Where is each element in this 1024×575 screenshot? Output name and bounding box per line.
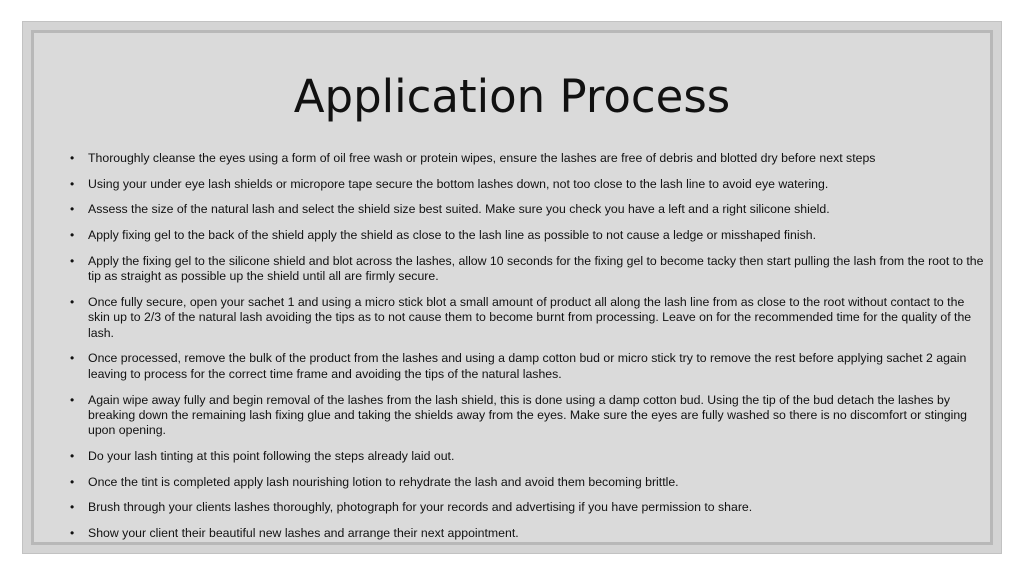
step-text: Once processed, remove the bulk of the product from the lashes and using a damp cotton bud or micro stick try to remove the rest before applying sachet 2 again leaving to process for the correct time frame and avoiding the tips of the natural lashes. [88,351,967,381]
step-text: Using your under eye lash shields or micropore tape secure the bottom lashes down, not too close to the lash line to avoid eye watering. [88,176,829,191]
step-text: Again wipe away fully and begin removal of the lashes from the lash shield, this is done using a damp cotton bud. Using the tip of the bud detach the lashes by breaking down the remaining lash fixing glue and taking the shields away from the eyes. Make sure the eyes are fully washed so there is no discomfort or stinging upon opening. [88,392,968,438]
list-item [70,393,985,439]
bullet-dot-icon: • [70,294,75,309]
slide-frame [31,30,993,545]
step-text: Show your client their beautiful new lashes and arrange their next appointment. [88,526,519,541]
list-item [70,254,985,285]
list-item [70,351,985,382]
bullet-dot-icon: • [70,474,75,489]
step-text: Assess the size of the natural lash and select the shield size best suited. Make sure you check you have a left and a right silicone shield. [88,202,830,217]
list-item [70,500,985,515]
step-text: Once the tint is completed apply lash nourishing lotion to rehydrate the lash and avoid them becoming brittle. [88,474,679,489]
bullet-dot-icon: • [70,253,75,268]
bullet-dot-icon: • [70,526,75,541]
list-item [70,177,985,192]
bullet-dot-icon: • [70,151,75,165]
step-text: Apply fixing gel to the back of the shield apply the shield as close to the lash line as possible to not cause a ledge or misshaped finish. [88,228,817,243]
list-item [70,295,985,341]
bullet-dot-icon: • [70,392,75,407]
steps-list [70,151,985,552]
list-item [70,526,985,541]
list-item [70,475,985,490]
step-text: Once fully secure, open your sachet 1 and using a micro stick blot a small amount of product all along the lash line from as close to the root without contact to the skin up to 2/3 of the natural lash avoiding the tips as to not cause them to become burnt from processing. Leave on for the recommended time for the quality of the lash. [88,294,972,340]
bullet-dot-icon: • [70,176,75,191]
slide [22,21,1002,554]
step-text: Do your lash tinting at this point following the steps already laid out. [88,449,455,464]
bullet-dot-icon: • [70,228,75,243]
bullet-dot-icon: • [70,449,75,464]
bullet-dot-icon: • [70,202,75,217]
list-item [70,449,985,464]
bullet-dot-icon: • [70,351,75,366]
slide-title: Application Process [293,70,731,123]
step-text: Thoroughly cleanse the eyes using a form of oil free wash or protein wipes, ensure the lashes are free of debris and blotted dry before next steps [88,151,876,165]
step-text: Apply the fixing gel to the silicone shield and blot across the lashes, allow 10 seconds for the fixing gel to become tacky then start pulling the lash from the root to the tip as straight as possible up the shield until all are firmly secure. [88,253,984,284]
bullet-dot-icon: • [70,500,75,515]
list-item [70,228,985,243]
step-text: Brush through your clients lashes thoroughly, photograph for your records and advertising if you have permission to share. [88,500,753,515]
list-item [70,151,985,166]
list-item [70,202,985,217]
